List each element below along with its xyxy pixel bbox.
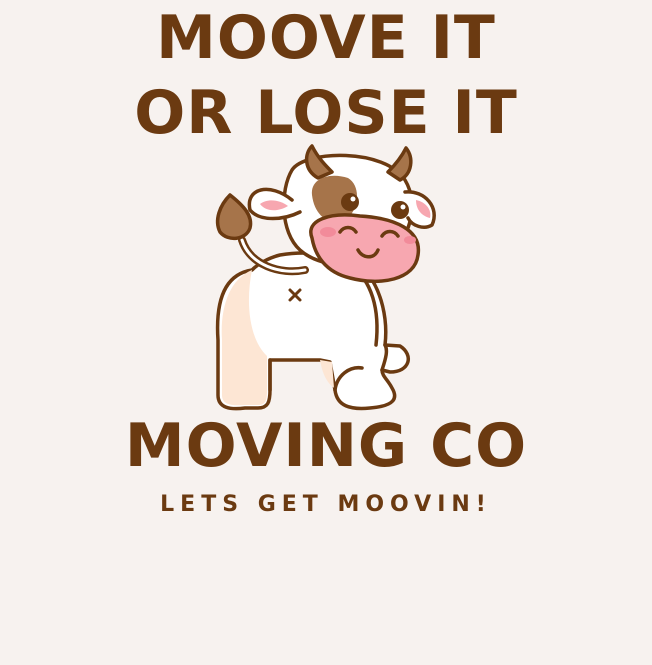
headline-line-1: MOOVE IT (156, 3, 496, 73)
headline-line-2: OR LOSE IT (134, 78, 518, 148)
cow-mascot-icon (200, 140, 460, 415)
company-name: MOVING CO (124, 411, 528, 481)
tagline: LETS GET MOOVIN! (160, 492, 492, 517)
